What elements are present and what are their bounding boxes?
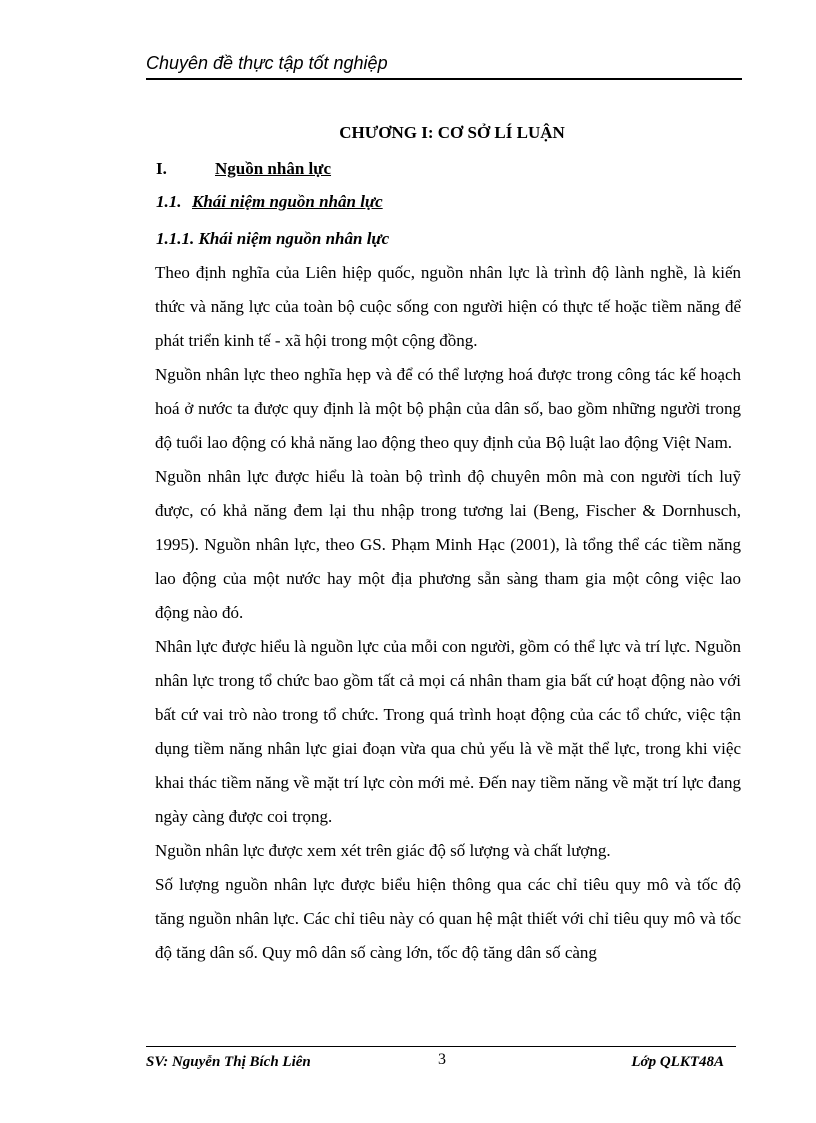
paragraph: Nguồn nhân lực được hiểu là toàn bộ trình độ chuyên môn mà con người tích luỹ được, có khả năng đem lại thu nhập trong tương lai (Beng, Fischer & Dornhusch, 1995). Nguồn nhân lực, theo GS. Phạm Minh Hạc (2001), là tổng thể các tiềm năng lao động của một nước hay một địa phương sẵn sàng tham gia một công việc lao động nào đó. (155, 467, 741, 622)
subsection-title: Khái niệm nguồn nhân lực (192, 192, 383, 211)
section-number: I. (156, 159, 167, 178)
footer-student-name: SV: Nguyễn Thị Bích Liên (146, 1054, 311, 1070)
section-heading-1-1 (156, 190, 383, 214)
subsection-number: 1.1. (156, 192, 182, 211)
section-heading-1 (156, 157, 331, 181)
paragraph: Số lượng nguồn nhân lực được biểu hiện thông qua các chỉ tiêu quy mô và tốc độ tăng nguồn nhân lực. Các chỉ tiêu này có quan hệ mật thiết với chỉ tiêu quy mô và tốc độ tăng dân số. Quy mô dân số càng lớn, tốc độ tăng dân số càng (155, 875, 741, 962)
paragraph: Theo định nghĩa của Liên hiệp quốc, nguồn nhân lực là trình độ lành nghề, là kiến thức và năng lực của toàn bộ cuộc sống con người hiện có thực tế hoặc tiềm năng để phát triển kinh tế - xã hội trong một cộng đồng. (155, 263, 741, 350)
paragraph: Nguồn nhân lực theo nghĩa hẹp và để có thể lượng hoá được trong công tác kế hoạch hoá ở nước ta được quy định là một bộ phận của dân số, bao gồm những người trong độ tuổi lao động có khả năng lao động theo quy định của Bộ luật lao động Việt Nam. (155, 365, 741, 452)
header-title: Chuyên đề thực tập tốt nghiệp (146, 53, 388, 73)
paragraph: Nhân lực được hiểu là nguồn lực của mỗi con người, gồm có thể lực và trí lực. Nguồn nhân lực trong tổ chức bao gồm tất cả mọi cá nhân tham gia bất cứ hoạt động nào với bất cứ vai trò nào trong tổ chức. Trong quá trình hoạt động của các tổ chức, việc tận dụng tiềm năng nhân lực giai đoạn vừa qua chủ yếu là về mặt thể lực, trong khi việc khai thác tiềm năng về mặt trí lực còn mới mẻ. Đến nay tiềm năng về mặt trí lực đang ngày càng được coi trọng. (155, 637, 741, 826)
page-number: 3 (438, 1051, 446, 1068)
footer-class-name: Lớp QLKT48A (631, 1054, 724, 1070)
section-title: Nguồn nhân lực (215, 159, 332, 178)
section-heading-1-1-1: 1.1.1. Khái niệm nguồn nhân lực (156, 229, 390, 248)
page-header (146, 52, 742, 80)
page-footer (146, 1046, 736, 1077)
body-text (155, 256, 741, 970)
paragraph: Nguồn nhân lực được xem xét trên giác độ số lượng và chất lượng. (155, 841, 611, 860)
chapter-title: CHƯƠNG I: CƠ SỞ LÍ LUẬN (339, 123, 565, 142)
